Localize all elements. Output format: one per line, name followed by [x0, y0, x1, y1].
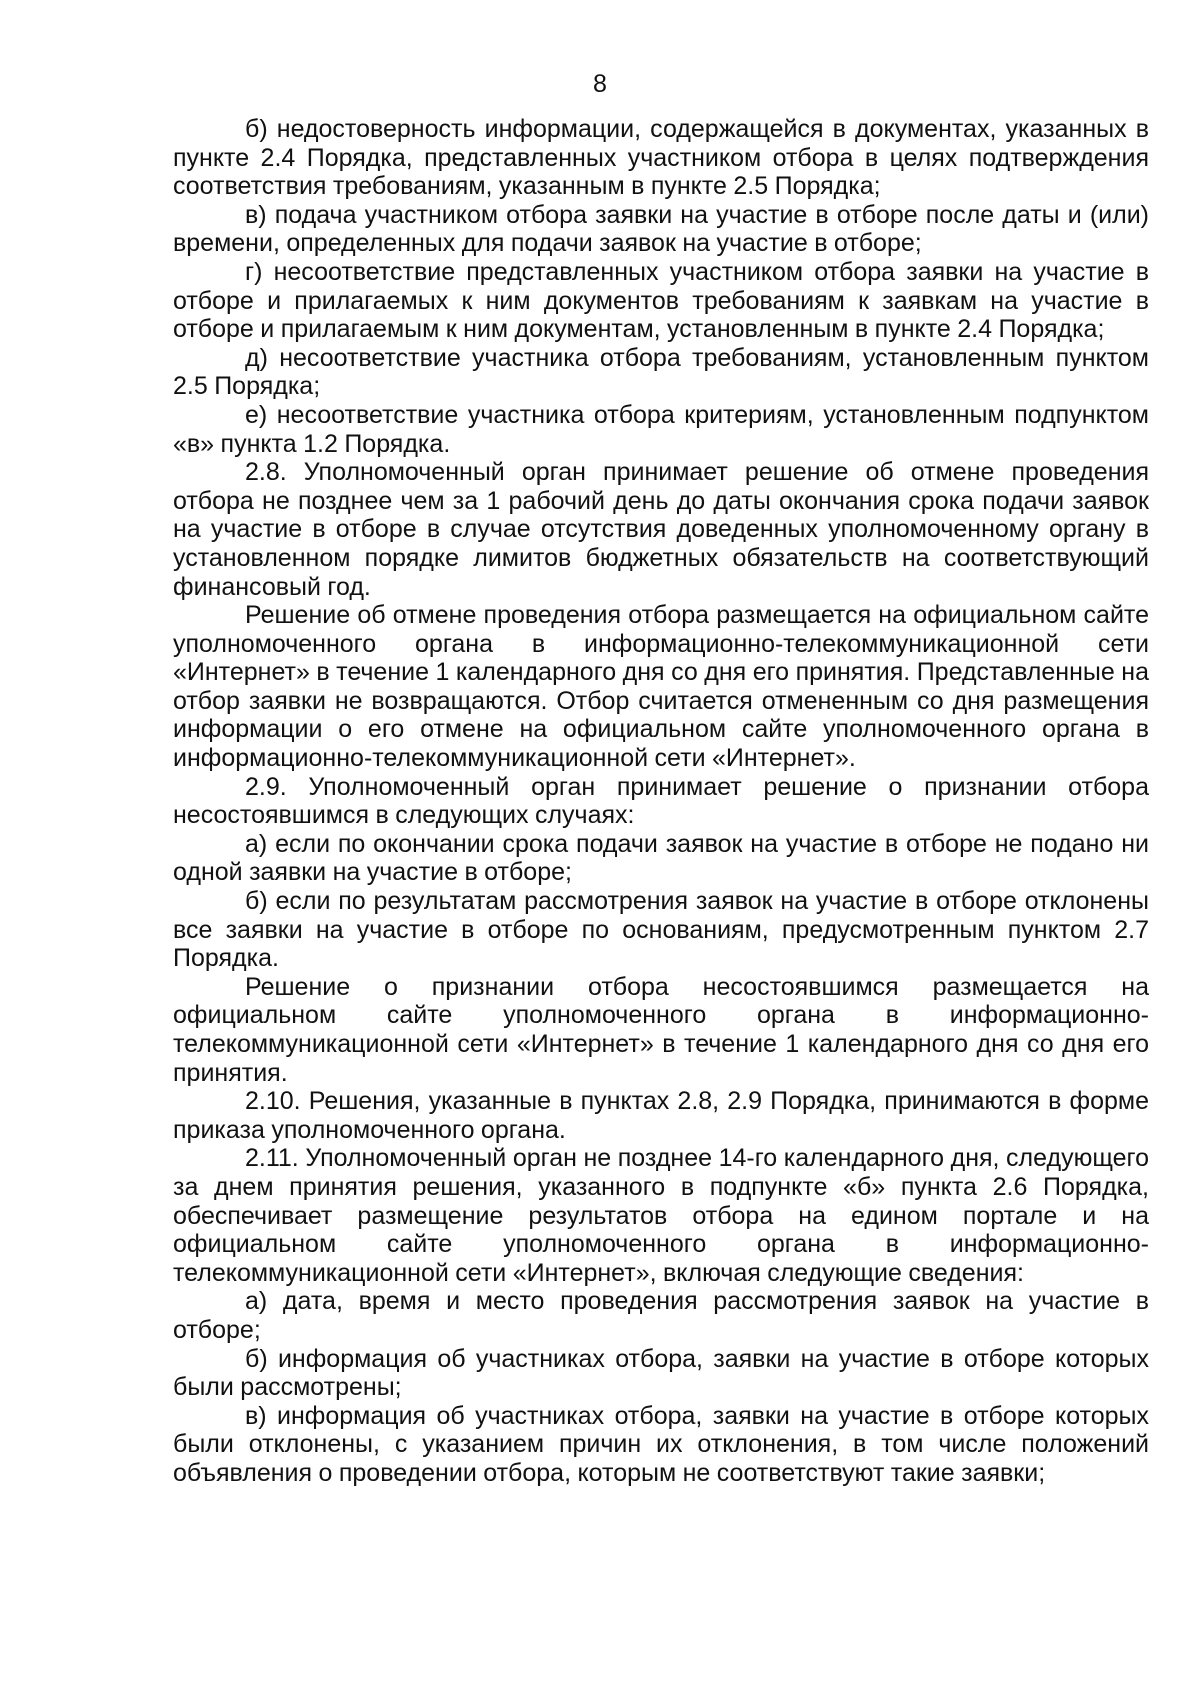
paragraph-6: 2.8. Уполномоченный орган принимает решение об отмене проведения отбора не позднее чем за 1 рабочий день до даты окончания срока подачи заявок на участие в отборе в случае отсутствия доведенных уполномоченному органу в установленном порядке лимитов бюджетных обязательств на соответствующий финансовый год.	[173, 458, 1149, 601]
paragraph-4: д) несоответствие участника отбора требованиям, установленным пунктом 2.5 Порядка;	[173, 343, 1149, 401]
paragraph-13: 2.11. Уполномоченный орган не позднее 14-го календарного дня, следующего за днем принятия решения, указанного в подпункте «б» пункта 2.6 Порядка, обеспечивает размещение результатов отбора на едином портале и на официальном сайте уполномоченного органа в информационно-телекоммуникационной сети «Интернет», включая следующие сведения:	[173, 1144, 1149, 1287]
paragraph-2: в) подача участником отбора заявки на участие в отборе после даты и (или) времени, определенных для подачи заявок на участие в отборе;	[173, 200, 1149, 258]
paragraph-11: Решение о признании отбора несостоявшимся размещается на официальном сайте уполномоченного органа в информационно-телекоммуникационной сети «Интернет» в течение 1 календарного дня со дня его принятия.	[173, 972, 1149, 1087]
paragraph-8: 2.9. Уполномоченный орган принимает решение о признании отбора несостоявшимся в следующих случаях:	[173, 772, 1149, 830]
paragraph-15: б) информация об участниках отбора, заявки на участие в отборе которых были рассмотрены;	[173, 1344, 1149, 1402]
paragraph-7: Решение об отмене проведения отбора размещается на официальном сайте уполномоченного органа в информационно-телекоммуникационной сети «Интернет» в течение 1 календарного дня со дня его принятия. Представленные на отбор заявки не возвращаются. Отбор считается отмененным со дня размещения информации о его отмене на официальном сайте уполномоченного органа в информационно-телекоммуникационной сети «Интернет».	[173, 601, 1149, 773]
paragraph-16: в) информация об участниках отбора, заявки на участие в отборе которых были отклонены, с указанием причин их отклонения, в том числе положений объявления о проведении отбора, которым не соответствуют такие заявки;	[173, 1401, 1149, 1487]
paragraph-10: б) если по результатам рассмотрения заявок на участие в отборе отклонены все заявки на участие в отборе по основаниям, предусмотренным пунктом 2.7 Порядка.	[173, 887, 1149, 973]
paragraph-12: 2.10. Решения, указанные в пунктах 2.8, 2.9 Порядка, принимаются в форме приказа уполномоченного органа.	[173, 1087, 1149, 1144]
document-body	[173, 115, 1149, 1488]
paragraph-3: г) несоответствие представленных участником отбора заявки на участие в отборе и прилагаемых к ним документов требованиям к заявкам на участие в отборе и прилагаемым к ним документам, установленным в пункте 2.4 Порядка;	[173, 257, 1149, 344]
paragraph-14: а) дата, время и место проведения рассмотрения заявок на участие в отборе;	[173, 1287, 1149, 1344]
paragraph-5: е) несоответствие участника отбора критериям, установленным подпунктом «в» пункта 1.2 Порядка.	[173, 400, 1149, 458]
paragraph-9: а) если по окончании срока подачи заявок на участие в отборе не подано ни одной заявки на участие в отборе;	[173, 829, 1149, 887]
page-number: 8	[593, 70, 607, 98]
paragraph-1: б) недостоверность информации, содержащейся в документах, указанных в пункте 2.4 Порядка, представленных участником отбора в целях подтверждения соответствия требованиям, указанным в пункте 2.5 Порядка;	[173, 115, 1149, 201]
